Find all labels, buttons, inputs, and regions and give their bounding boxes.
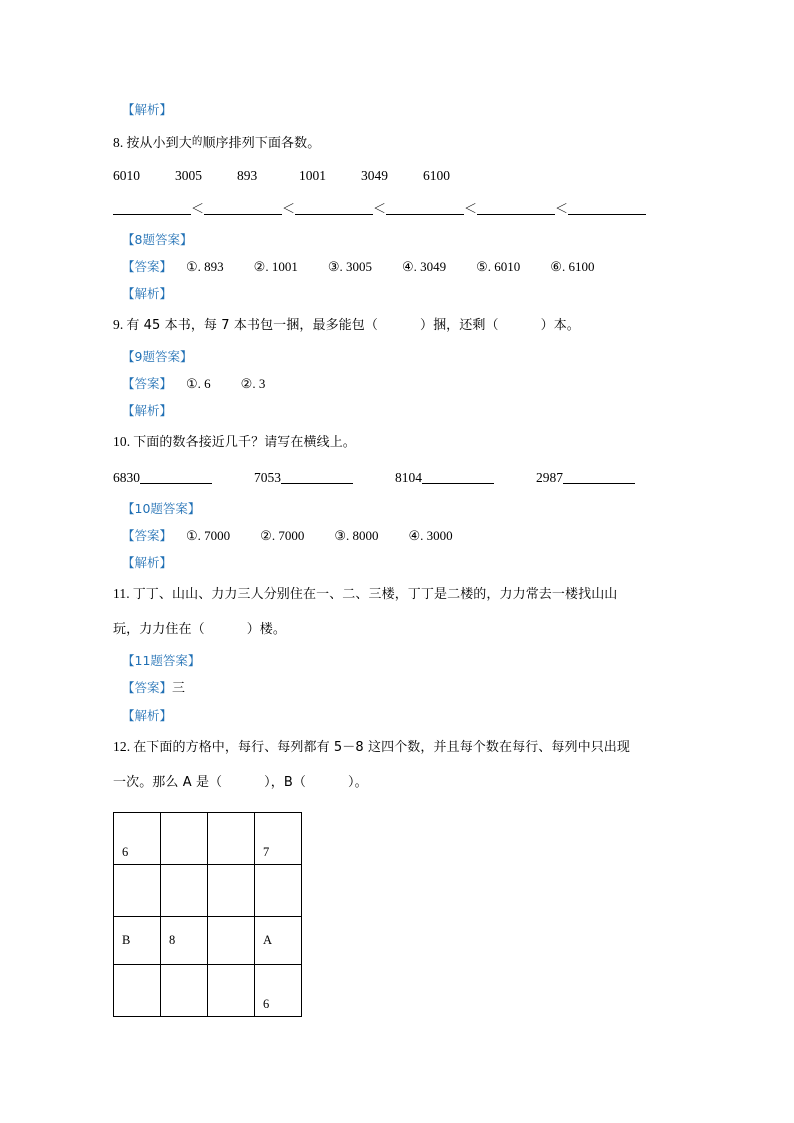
answer-item: ②. 3: [240, 376, 266, 391]
answer-key-label-8: 【8题答案】: [122, 232, 193, 247]
less-than-sign: ＜: [464, 201, 478, 216]
grid-cell-r3c1[interactable]: B: [114, 917, 161, 965]
magic-square-wrapper: [113, 812, 683, 1017]
answer-item: ⑥. 6100: [550, 259, 595, 274]
number-item: 1001: [299, 168, 326, 183]
number-item: 3005: [175, 168, 202, 183]
table-row: [114, 813, 302, 865]
answer-item: ③. 3005: [327, 259, 372, 274]
question-9-text: 有 45 本书，每 7 本书包一捆，最多能包（: [126, 318, 378, 333]
answer-item: ③. 8000: [334, 528, 379, 543]
answer-item: ⑤. 6010: [476, 259, 521, 274]
number-item: 2987: [536, 470, 563, 485]
answer-blank[interactable]: [281, 470, 353, 484]
document-body: [113, 96, 683, 1017]
analysis-label: 【解析】: [122, 403, 173, 418]
number-item: 3049: [361, 168, 388, 183]
question-12-text-line2b: ），B（: [264, 775, 306, 790]
number-item: 6830: [113, 470, 140, 485]
answer-item: ①. 893: [186, 259, 224, 274]
question-11-text-line2b: ）楼。: [246, 622, 287, 637]
analysis-label: 【解析】: [122, 286, 173, 301]
question-12-text-line1: 在下面的方格中，每行、每列都有 5－8 这四个数，并且每个数在每行、每列中只出现: [133, 740, 630, 755]
blank-group: [536, 465, 635, 491]
answer-value: 三: [172, 681, 186, 696]
grid-cell-r4c2[interactable]: [161, 965, 208, 1017]
answer-blank[interactable]: [563, 470, 635, 484]
blank-group: [395, 465, 494, 491]
question-10-number: 10.: [113, 434, 131, 449]
answer-items: [186, 375, 265, 392]
grid-cell-r4c4[interactable]: 6: [255, 965, 302, 1017]
grid-cell-r4c3[interactable]: [208, 965, 255, 1017]
answer-tag: 【答案】: [122, 376, 173, 391]
question-10-text: 下面的数各接近几千？请写在横线上。: [133, 435, 356, 450]
answer-item: ②. 1001: [253, 259, 298, 274]
number-item: 8104: [395, 470, 422, 485]
number-item: 7053: [254, 470, 281, 485]
answer-item: ④. 3000: [408, 528, 453, 543]
question-12-line-2: [113, 765, 683, 800]
question-9-text3: ）本。: [540, 318, 580, 333]
grid-cell-r1c3[interactable]: [208, 813, 255, 865]
question-8-compare-row: [113, 191, 683, 226]
grid-cell-r1c1[interactable]: 6: [114, 813, 161, 865]
question-12-number: 12.: [113, 739, 131, 754]
answer-blank[interactable]: [386, 201, 464, 215]
question-8-text-before: 按从小到大: [126, 136, 192, 151]
grid-cell-r2c1[interactable]: [114, 865, 161, 917]
grid-cell-r3c2[interactable]: 8: [161, 917, 208, 965]
less-than-sign: ＜: [191, 201, 205, 216]
question-11-line-1: [113, 576, 683, 612]
grid-cell-r4c1[interactable]: [114, 965, 161, 1017]
number-item: 6010: [113, 168, 140, 183]
answer-blank[interactable]: [422, 470, 494, 484]
answer-tag: 【答案】: [122, 528, 173, 543]
answer-blank[interactable]: [204, 201, 282, 215]
question-9-number: 9.: [113, 317, 124, 332]
question-9-text2: ）捆，还剩（: [419, 318, 499, 333]
magic-square-table: [113, 812, 302, 1017]
answer-blank[interactable]: [568, 201, 646, 215]
answer-item: ②. 7000: [260, 528, 305, 543]
answer-key-label-11: 【11题答案】: [122, 653, 201, 668]
answer-row-11: [122, 674, 683, 702]
question-11-text-line1: 丁丁、山山、力力三人分别住在一、二、三楼，丁丁是二楼的，力力常去一楼找山山: [132, 587, 618, 602]
question-8-number: 8.: [113, 135, 124, 150]
question-12-text-line2a: 一次。那么 A 是（: [113, 775, 223, 790]
question-8: [113, 123, 683, 161]
answer-blank[interactable]: [113, 201, 191, 215]
question-11-number: 11.: [113, 586, 130, 601]
analysis-label: 【解析】: [122, 708, 173, 723]
answer-item: ④. 3049: [401, 259, 447, 274]
blank-group: [254, 465, 353, 491]
answer-key-label-10: 【10题答案】: [122, 501, 201, 516]
grid-cell-r3c3[interactable]: [208, 917, 255, 965]
less-than-sign: ＜: [373, 201, 387, 216]
question-10-blank-row: [113, 460, 683, 495]
question-8-text-after: 顺序排列下面各数。: [202, 136, 321, 151]
answer-item: ①. 6: [186, 376, 211, 391]
question-8-sup-char: 的: [191, 135, 203, 147]
answer-blank[interactable]: [295, 201, 373, 215]
number-item: 6100: [423, 168, 450, 183]
answer-row-10: [122, 522, 683, 549]
grid-cell-r2c3[interactable]: [208, 865, 255, 917]
analysis-label: 【解析】: [122, 102, 173, 117]
question-11-text-line2a: 玩，力力住在（: [113, 622, 205, 637]
question-8-number-row: [113, 161, 683, 191]
grid-cell-r1c4[interactable]: 7: [255, 813, 302, 865]
answer-tag: 【答案】: [122, 680, 173, 695]
answer-blank[interactable]: [140, 470, 212, 484]
table-row: [114, 917, 302, 965]
grid-cell-r1c2[interactable]: [161, 813, 208, 865]
less-than-sign: ＜: [282, 201, 296, 216]
answer-item: ①. 7000: [186, 528, 231, 543]
question-9: [113, 307, 683, 343]
number-item: 893: [237, 168, 258, 183]
less-than-sign: ＜: [555, 201, 569, 216]
answer-blank[interactable]: [477, 201, 555, 215]
question-12-line-1: [113, 729, 683, 765]
analysis-label: 【解析】: [122, 555, 173, 570]
answer-row-8: [122, 253, 683, 280]
answer-row-9: [122, 370, 683, 397]
question-12-text-line2c: ）。: [348, 775, 368, 790]
blank-group: [113, 465, 212, 491]
answer-key-label-9: 【9题答案】: [122, 349, 193, 364]
answer-items: [186, 527, 453, 544]
table-row: [114, 865, 302, 917]
grid-cell-r2c4[interactable]: [255, 865, 302, 917]
grid-cell-r3c4[interactable]: A: [255, 917, 302, 965]
answer-items: [186, 258, 594, 275]
question-11-line-2: [113, 612, 683, 647]
grid-cell-r2c2[interactable]: [161, 865, 208, 917]
question-10: [113, 424, 683, 460]
table-row: [114, 965, 302, 1017]
answer-tag: 【答案】: [122, 259, 173, 274]
